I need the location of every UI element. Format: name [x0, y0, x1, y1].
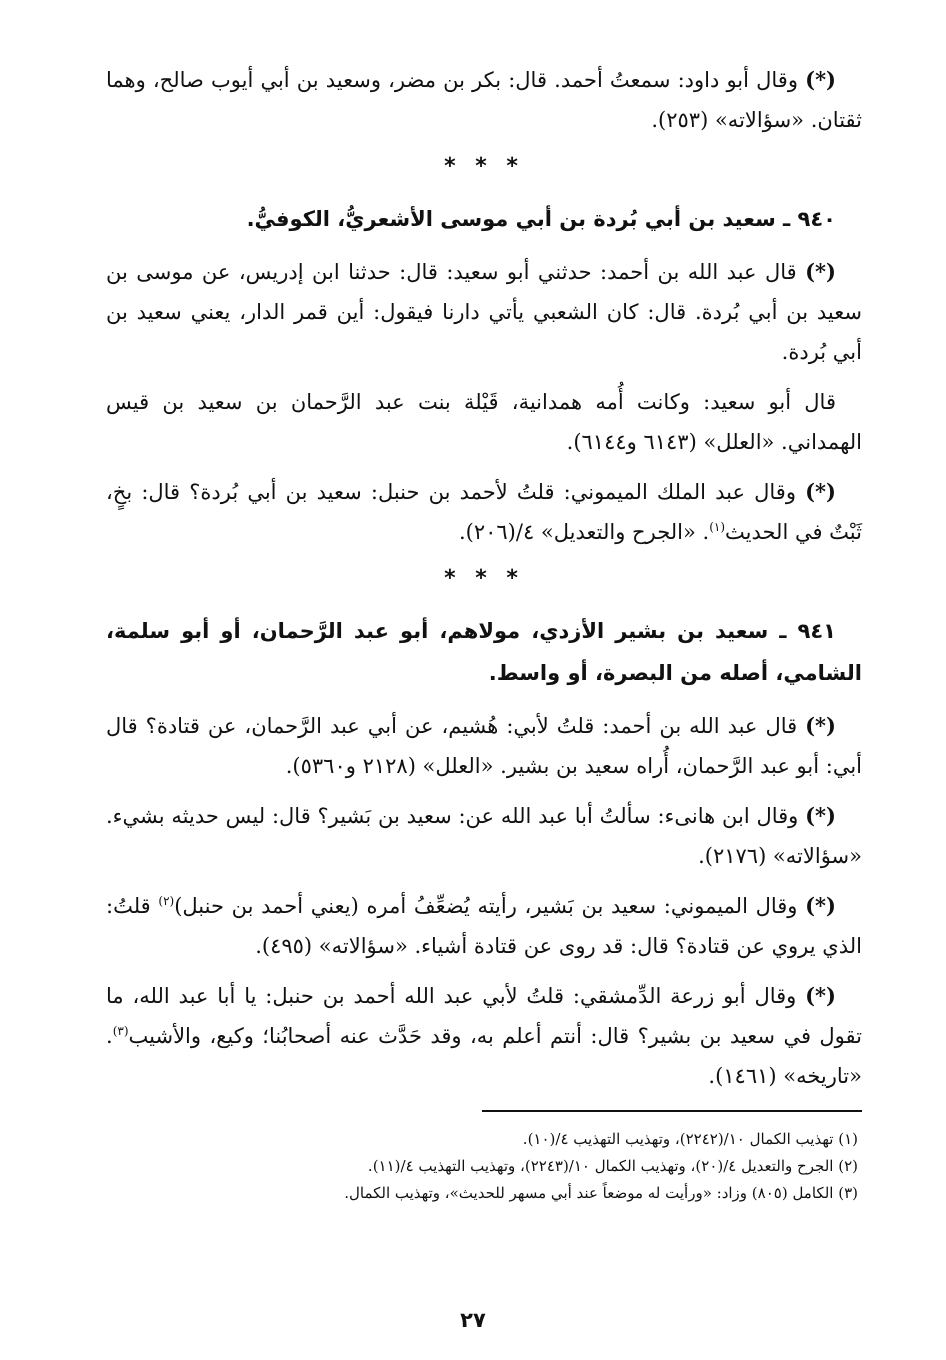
- footnote-3: [106, 1180, 862, 1207]
- paragraph-ibn-hani: [106, 796, 862, 876]
- entry-mark: (*): [805, 893, 836, 918]
- footnote-text: الجرح والتعديل ٤/(٢٠)، وتهذيب الكمال ١٠/(٢٢٤٣)، وتهذيب التهذيب ٤/(١١).: [367, 1157, 834, 1175]
- entry-mark: (*): [805, 67, 836, 92]
- entry-mark: (*): [805, 803, 836, 828]
- paragraph-text-end: قلتُ: الذي يروي عن قتادة؟ قال: قد روى عن قتادة أشياء. «سؤالاته» (٤٩٥).: [106, 894, 862, 958]
- entry-mark: (*): [805, 983, 836, 1008]
- footnote-2: [106, 1153, 862, 1180]
- footnote-separator: [482, 1110, 862, 1112]
- section-divider: * * *: [444, 154, 524, 179]
- paragraph-abu-said: [106, 382, 862, 462]
- footnote-text: تهذيب الكمال ١٠/(٢٢٤٢)، وتهذيب التهذيب ٤/(١٠).: [522, 1130, 834, 1148]
- paragraph-text: قال عبد الله بن أحمد: حدثني أبو سعيد: قال: حدثنا ابن إدريس، عن موسى بن سعيد بن أبي بُردة. قال: كان الشعبي يأتي دارنا فيقول: أين قمر الدار، يعني سعيد بن أبي بُردة.: [106, 260, 862, 364]
- footnote-number: (٢): [838, 1157, 858, 1175]
- paragraph-text: وقال أبو زرعة الدِّمشقي: قلتُ لأبي عبد الله أحمد بن حنبل: يا أبا عبد الله، ما تقول في سعيد بن بشير؟ قال: أنتم أعلم به، وقد حَدَّث عنه أصحابُنا؛ وكيع، والأشيب: [106, 984, 862, 1048]
- entry-mark: (*): [805, 479, 836, 504]
- paragraph-abu-zura: [106, 976, 862, 1096]
- footnote-number: (١): [838, 1130, 858, 1148]
- paragraph-text: قال أبو سعيد: وكانت أُمه همدانية، قَيْلة بنت عبد الرَّحمان بن سعيد بن قيس الهمداني. «العلل» (٦١٤٣ و٦١٤٤).: [106, 390, 862, 454]
- paragraph-text: وقال أبو داود: سمعتُ أحمد. قال: بكر بن مضر، وسعيد بن أبي أيوب صالح، وهما ثقتان. «سؤالاته» (٢٥٣).: [106, 68, 862, 132]
- footnote-ref-1: (١): [709, 520, 726, 534]
- paragraph-text: وقال الميموني: سعيد بن بَشير، رأيته يُضعِّفُ أمره (يعني أحمد بن حنبل): [174, 894, 798, 918]
- entry-mark: (*): [805, 713, 836, 738]
- entry-mark: (*): [805, 259, 836, 284]
- paragraph-abu-dawud: [106, 60, 862, 140]
- entry-heading-940: ٩٤٠ ـ سعيد بن أبي بُردة بن أبي موسى الأشعريُّ، الكوفيُّ.: [246, 207, 836, 231]
- footnote-ref-2: (٢): [158, 894, 175, 908]
- page-number: ٢٧: [460, 1308, 486, 1332]
- paragraph-abdullah-940: [106, 252, 862, 372]
- footnote-text: الكامل (٨٠٥) وزاد: «ورأيت له موضعاً عند أبي مسهر للحديث»، وتهذيب الكمال.: [344, 1184, 834, 1202]
- paragraph-maymuni-941: [106, 886, 862, 966]
- paragraph-text: وقال ابن هانىء: سألتُ أبا عبد الله عن: سعيد بن بَشير؟ قال: ليس حديثه بشيء. «سؤالاته» (٢١٧٦).: [106, 804, 862, 868]
- footnote-ref-3: (٣): [112, 1024, 129, 1038]
- paragraph-maymuni-940: [106, 472, 862, 552]
- paragraph-text-end: . «الجرح والتعديل» ٤/(٢٠٦).: [458, 520, 710, 544]
- entry-heading-941: ٩٤١ ـ سعيد بن بشير الأزدي، مولاهم، أبو عبد الرَّحمان، أو أبو سلمة، الشامي، أصله من البصرة، أو واسط.: [106, 619, 862, 685]
- section-divider: * * *: [444, 566, 524, 591]
- paragraph-text-end: . «تاريخه» (١٤٦١).: [106, 1024, 862, 1088]
- paragraph-text: قال عبد الله بن أحمد: قلتُ لأبي: هُشيم، عن أبي عبد الرَّحمان، عن قتادة؟ قال أبي: أبو عبد الرَّحمان، أُراه سعيد بن بشير. «العلل» (٢١٢٨ و٥٣٦٠).: [106, 714, 862, 778]
- page-content: [106, 60, 862, 1207]
- footnote-number: (٣): [838, 1184, 858, 1202]
- paragraph-text: وقال عبد الملك الميموني: قلتُ لأحمد بن حنبل: سعيد بن أبي بُردة؟ قال: بخٍ، ثَبْتٌ في الحديث: [106, 480, 862, 544]
- paragraph-abdullah-941: [106, 706, 862, 786]
- footnote-1: [106, 1126, 862, 1153]
